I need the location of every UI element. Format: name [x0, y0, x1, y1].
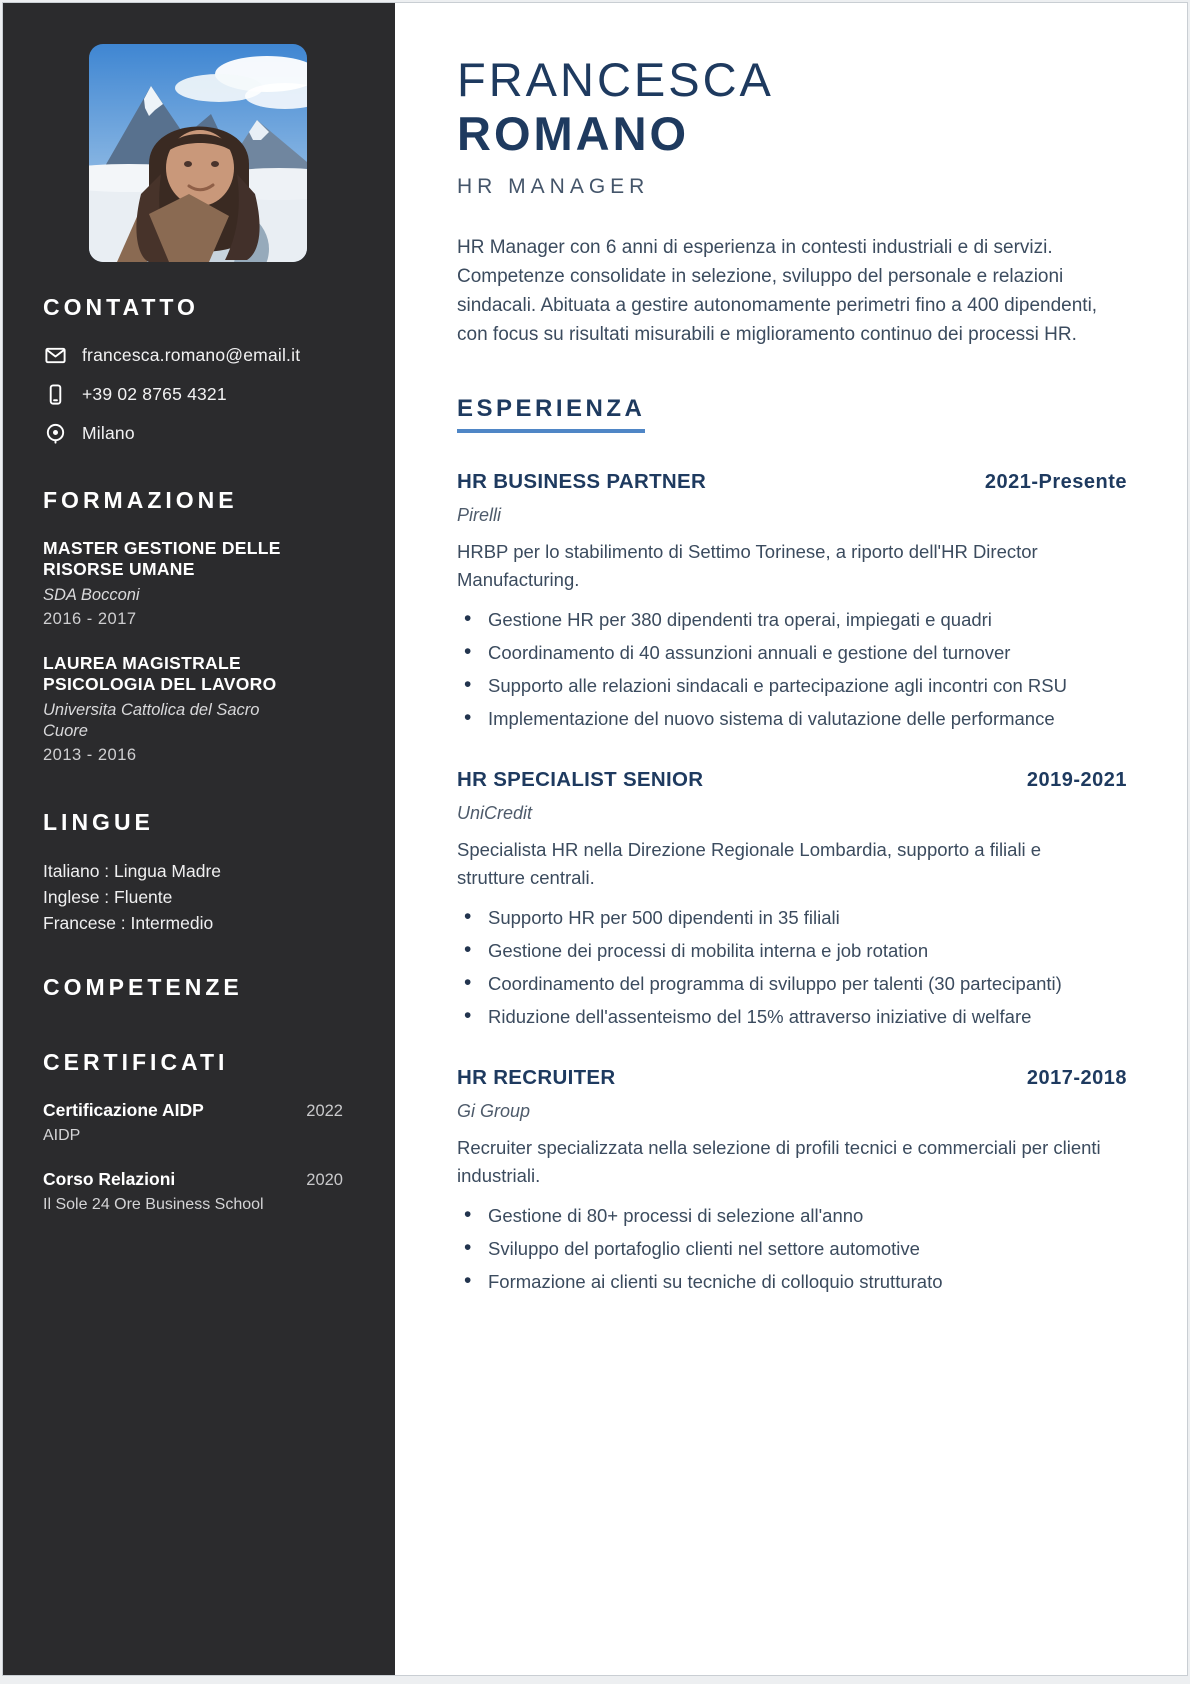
certificate-issuer: AIDP: [43, 1127, 81, 1144]
education-school: SDA Bocconi: [43, 586, 140, 604]
certificates-heading: CERTIFICATI: [43, 1049, 229, 1075]
bullet-item: • Gestione HR per 380 dipendenti tra operai, impiegati e quadri: [464, 607, 1127, 632]
education-title: MASTER GESTIONE DELLE RISORSE UMANE: [43, 538, 281, 579]
education-title: LAUREA MAGISTRALE PSICOLOGIA DEL LAVORO: [43, 653, 277, 694]
first-name: FRANCESCA: [457, 53, 774, 106]
bullet-item: • Formazione ai clienti su tecniche di colloquio strutturato: [464, 1269, 1127, 1294]
certificate-name: Corso Relazioni: [43, 1169, 176, 1189]
job-entry: [457, 470, 1127, 731]
education-school: Universita Cattolica del Sacro Cuore: [43, 701, 260, 740]
last-name: ROMANO: [457, 106, 690, 160]
certificate-year: 2020: [306, 1171, 343, 1189]
job-description: HRBP per lo stabilimento di Settimo Torinese, a riporto dell'HR Director Manufacturing.: [457, 541, 1038, 591]
job-company: UniCredit: [457, 803, 533, 824]
languages-heading: LINGUE: [43, 809, 154, 835]
profile-photo-illustration: [89, 44, 307, 262]
email-icon: [43, 343, 67, 367]
job-bullets: [457, 1203, 1127, 1294]
certificate-issuer: Il Sole 24 Ore Business School: [43, 1196, 264, 1213]
bullet-item: • Coordinamento del programma di sviluppo per talenti (30 partecipanti): [464, 971, 1127, 996]
contact-phone-text: +39 02 8765 4321: [82, 383, 227, 404]
job-entry: [457, 1066, 1127, 1294]
education-dates: 2016 - 2017: [43, 610, 137, 628]
contact-heading: CONTATTO: [43, 294, 199, 320]
person-job-title: HR MANAGER: [457, 175, 650, 199]
contact-section: [43, 294, 359, 445]
education-item: [43, 538, 359, 629]
language-item: Francese : Intermedio: [43, 913, 214, 933]
job-company: Gi Group: [457, 1101, 531, 1122]
languages-list: [43, 858, 359, 936]
job-title-text: HR SPECIALIST SENIOR: [457, 768, 704, 792]
bullet-item: • Supporto alle relazioni sindacali e partecipazione agli incontri con RSU: [464, 673, 1127, 698]
languages-section: [43, 809, 359, 936]
job-dates: 2019-2021: [1026, 769, 1127, 792]
language-item: Italiano : Lingua Madre: [43, 861, 222, 881]
bullet-item: • Riduzione dell'assenteismo del 15% attraverso iniziative di welfare: [464, 1004, 1127, 1029]
bullet-item: • Coordinamento di 40 assunzioni annuali e gestione del turnover: [464, 640, 1127, 665]
bullet-item: • Gestione dei processi di mobilita interna e job rotation: [464, 938, 1127, 963]
job-header: [457, 470, 1127, 494]
summary-text: HR Manager con 6 anni di esperienza in contesti industriali e di servizi. Competenze consolidate in selezione, sviluppo del personale e relazioni sindacali. Abituata a gestire autonomamente perimetri fino a 400 dipendenti, con focus su risultati misurabili e miglioramento continuo dei processi HR.: [457, 237, 1098, 346]
main-content: [395, 3, 1187, 1675]
job-dates: 2017-2018: [1026, 1067, 1127, 1090]
education-item: [43, 653, 359, 765]
language-item: Inglese : Fluente: [43, 887, 173, 907]
certificate-name: Certificazione AIDP: [43, 1100, 204, 1120]
bullet-item: • Sviluppo del portafoglio clienti nel settore automotive: [464, 1236, 1127, 1261]
bullet-item: • Gestione di 80+ processi di selezione all'anno: [464, 1203, 1127, 1228]
education-heading: FORMAZIONE: [43, 487, 238, 513]
bullet-item: • Supporto HR per 500 dipendenti in 35 filiali: [464, 905, 1127, 930]
contact-item-location: [43, 421, 359, 445]
job-dates: 2021-Presente: [984, 471, 1127, 494]
experience-heading: ESPERIENZA: [457, 395, 645, 433]
profile-photo: [89, 44, 307, 262]
job-description: Recruiter specializzata nella selezione di profili tecnici e commerciali per clienti industriali.: [457, 1137, 1101, 1187]
certificate-year: 2022: [306, 1102, 343, 1120]
contact-location-text: Milano: [82, 422, 135, 443]
job-description: Specialista HR nella Direzione Regionale Lombardia, supporto a filiali e strutture centrali.: [457, 839, 1042, 889]
certificate-item: [43, 1169, 359, 1214]
job-company: Pirelli: [457, 505, 502, 526]
job-title-text: HR BUSINESS PARTNER: [457, 470, 707, 494]
education-section: [43, 487, 359, 765]
certificate-item: [43, 1100, 359, 1145]
contact-item-email: [43, 343, 359, 367]
sidebar: [3, 3, 395, 1675]
phone-icon: [43, 382, 67, 406]
resume-page: [2, 2, 1188, 1676]
job-entry: [457, 768, 1127, 1029]
contact-item-phone: [43, 382, 359, 406]
education-dates: 2013 - 2016: [43, 746, 137, 764]
skills-heading: COMPETENZE: [43, 974, 243, 1000]
contact-list: [43, 343, 359, 445]
certificates-section: [43, 1049, 359, 1214]
skills-section: [43, 974, 359, 1001]
job-bullets: [457, 905, 1127, 1029]
job-header: [457, 768, 1127, 792]
contact-email-text: francesca.romano@email.it: [82, 344, 301, 365]
job-title-text: HR RECRUITER: [457, 1066, 616, 1090]
job-header: [457, 1066, 1127, 1090]
location-icon: [43, 421, 67, 445]
job-bullets: [457, 607, 1127, 731]
bullet-item: • Implementazione del nuovo sistema di valutazione delle performance: [464, 706, 1127, 731]
